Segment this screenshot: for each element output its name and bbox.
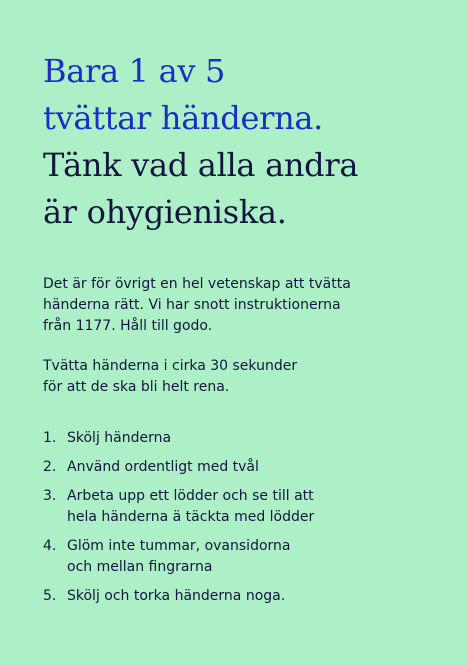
lead-line-2: för att de ska bli helt rena. [43, 379, 230, 395]
headline-line-1: Bara 1 av 5 [43, 52, 226, 90]
headline-line-2: tvättar händerna. [43, 99, 324, 137]
step-text [67, 457, 259, 478]
step-text-line: Använd ordentligt med tvål [67, 459, 259, 475]
lead-line-1: Tvätta händerna i cirka 30 sekunder [43, 358, 298, 374]
step-text-line: Arbeta upp ett lödder och se till att [67, 488, 314, 504]
headline [43, 48, 453, 236]
step-number: 3. [43, 488, 57, 504]
lead-paragraph [43, 356, 453, 398]
step-number: 5. [43, 588, 57, 604]
step-number: 4. [43, 538, 57, 554]
intro-line-3: från 1177. Håll till godo. [43, 318, 213, 334]
intro-line-2: händerna rätt. Vi har snott instruktionerna [43, 297, 341, 313]
poster-content [43, 48, 453, 615]
list-item [43, 428, 453, 449]
intro-line-1: Det är för övrigt en hel vetenskap att tvätta [43, 276, 351, 292]
step-text [67, 536, 290, 578]
step-number: 2. [43, 459, 57, 475]
intro-paragraph [43, 274, 453, 337]
step-number: 1. [43, 430, 57, 446]
list-item [43, 536, 453, 578]
list-item [43, 457, 453, 478]
step-text-line: hela händerna ä täckta med lödder [67, 509, 315, 525]
steps-list [43, 428, 453, 607]
list-item [43, 486, 453, 528]
headline-line-4: är ohygieniska. [43, 193, 287, 231]
step-text [67, 486, 314, 528]
step-text [67, 428, 171, 449]
step-text-line: Skölj händerna [67, 430, 172, 446]
step-text-line: och mellan fingrarna [67, 559, 213, 575]
step-text-line: Skölj och torka händerna noga. [67, 588, 286, 604]
step-text [67, 586, 285, 607]
step-text-line: Glöm inte tummar, ovansidorna [67, 538, 291, 554]
list-item [43, 586, 453, 607]
headline-line-3: Tänk vad alla andra [43, 146, 359, 184]
